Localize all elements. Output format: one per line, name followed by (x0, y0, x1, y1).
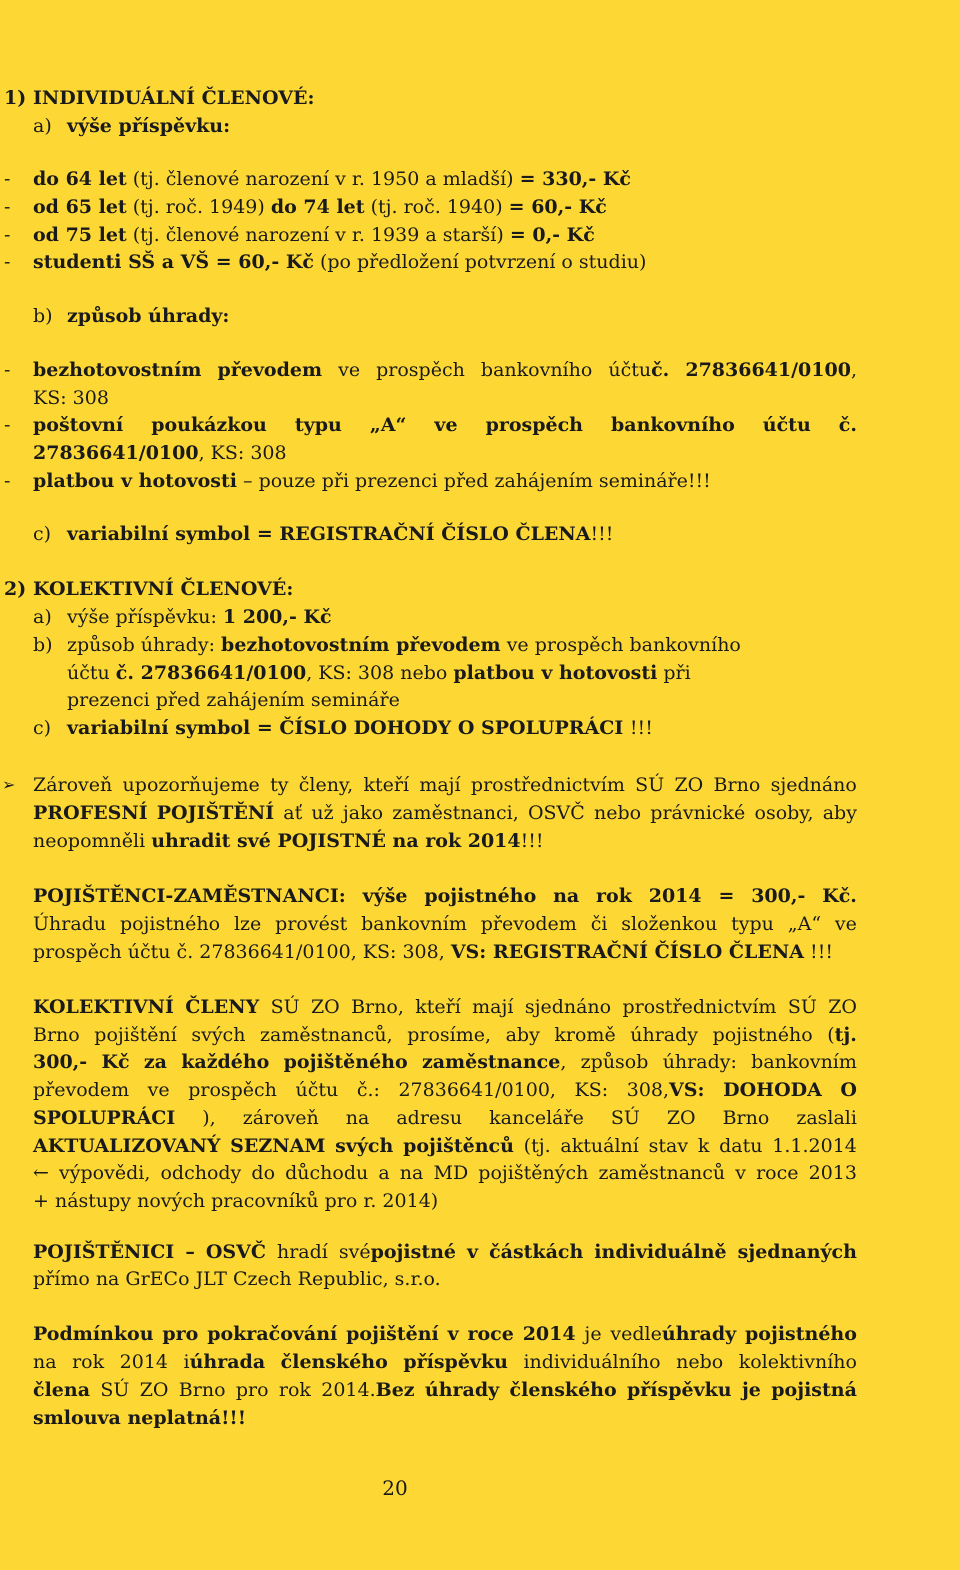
paragraph-line: Podmínkou pro pokračování pojištění v roce 2014 je vedleúhrady pojistného (33, 1323, 857, 1345)
section-number: 1) (4, 87, 27, 109)
word: lze (233, 913, 262, 935)
variable-symbol-line: variabilní symbol = REGISTRAČNÍ ČÍSLO ČLENA!!! (67, 523, 614, 545)
fee-line: od 75 let (tj. členové narození v r. 1939 a starší) = 0,- Kč (33, 224, 595, 246)
dash-marker: - (4, 196, 11, 218)
word: poštovní (33, 414, 124, 436)
dash-marker: - (4, 251, 11, 273)
payment-line: způsob úhrady: bezhotovostním převodem ve prospěch bankovního (67, 634, 741, 656)
word: či (590, 913, 608, 935)
word: bankovního (610, 414, 735, 436)
word: provést (275, 913, 348, 935)
arrow-bullet-icon: ➢ (2, 775, 16, 794)
payment-line: 27836641/0100, KS: 308 (33, 442, 287, 464)
word: č. (838, 414, 857, 436)
section-number: 2) (4, 578, 27, 600)
word: na (553, 885, 580, 907)
word: pojistného (119, 913, 221, 935)
word: „A“ (369, 414, 407, 436)
paragraph-line: ← výpovědi, odchody do důchodu a na MD pojištěných zaměstnanců v roce 2013 (33, 1162, 857, 1184)
fee-line: výše příspěvku: 1 200,- Kč (67, 606, 332, 628)
payment-line: KS: 308 (33, 387, 109, 409)
paragraph-line: POJIŠTĚNICI – OSVČ hradí svépojistné v částkách individuálně sjednaných (33, 1241, 857, 1263)
list-marker: b) (33, 305, 53, 327)
fee-line: od 65 let (tj. roč. 1949) do 74 let (tj. roč. 1940) = 60,- Kč (33, 196, 607, 218)
word: složenkou (621, 913, 718, 935)
subheading: způsob úhrady: (67, 305, 230, 327)
paragraph-line: Brno pojištění svých zaměstnanců, prosíme, aby kromě úhrady pojistného (tj. (33, 1024, 857, 1046)
list-marker: c) (33, 523, 52, 545)
word: 2014 (648, 885, 702, 907)
notice-line: Zároveň upozorňujeme ty členy, kteří mají prostřednictvím SÚ ZO Brno sjednáno (33, 774, 857, 796)
paragraph-line: + nástupy nových pracovníků pro r. 2014) (33, 1190, 439, 1212)
word: prospěch (485, 414, 583, 436)
payment-line: prezenci před zahájením semináře (67, 689, 400, 711)
payment-line: účtu č. 27836641/0100, KS: 308 nebo platbou v hotovosti při (67, 662, 691, 684)
payment-line: bezhotovostním převodem ve prospěch bankovního účtuč. 27836641/0100, (33, 359, 857, 381)
dash-marker: - (4, 470, 11, 492)
paragraph-line: na rok 2014 iúhrada členského příspěvku individuálního nebo kolektivního (33, 1351, 857, 1373)
word: výše (362, 885, 408, 907)
word: rok (596, 885, 632, 907)
list-marker: a) (33, 606, 52, 628)
notice-line: PROFESNÍ POJIŠTĚNÍ ať už jako zaměstnanci, OSVČ nebo právnické osoby, aby (33, 802, 857, 824)
dash-marker: - (4, 359, 11, 381)
section-heading: KOLEKTIVNÍ ČLENOVÉ: (33, 578, 294, 600)
paragraph-line: AKTUALIZOVANÝ SEZNAM svých pojištěnců (tj. aktuální stav k datu 1.1.2014 (33, 1135, 857, 1157)
word: typu (294, 414, 342, 436)
word: ve (434, 414, 458, 436)
paragraph-line: přímo na GrECo JLT Czech Republic, s.r.o. (33, 1268, 441, 1290)
dash-marker: - (4, 414, 11, 436)
word: typu (731, 913, 774, 935)
list-marker: b) (33, 634, 53, 656)
paragraph-line: KOLEKTIVNÍ ČLENY SÚ ZO Brno, kteří mají sjednáno prostřednictvím SÚ ZO (33, 996, 857, 1018)
list-marker: a) (33, 115, 52, 137)
word: bankovním (361, 913, 467, 935)
variable-symbol-line: variabilní symbol = ČÍSLO DOHODY O SPOLUPRÁCI !!! (67, 717, 653, 739)
dash-marker: - (4, 224, 11, 246)
fee-line: do 64 let (tj. členové narození v r. 1950 a mladší) = 330,- Kč (33, 168, 632, 190)
word: „A“ (787, 913, 822, 935)
paragraph-line: 300,- Kč za každého pojištěného zaměstnance, způsob úhrady: bankovním (33, 1051, 857, 1073)
word: pojistného (424, 885, 537, 907)
notice-line: neopomněli uhradit své POJISTNÉ na rok 2014!!! (33, 830, 544, 852)
dash-marker: - (4, 168, 11, 190)
word: poukázkou (151, 414, 267, 436)
paragraph-line: člena SÚ ZO Brno pro rok 2014.Bez úhrady členského příspěvku je pojistná (33, 1379, 857, 1401)
list-marker: c) (33, 717, 52, 739)
word: účtu (762, 414, 811, 436)
payment-line: platbou v hotovosti – pouze při prezenci před zahájením semináře!!! (33, 470, 711, 492)
word: ve (834, 913, 857, 935)
fee-line: studenti SŠ a VŠ = 60,- Kč (po předložení potvrzení o studiu) (33, 251, 647, 273)
paragraph-line (33, 882, 857, 910)
page-number: 20 (382, 1476, 408, 1500)
word: Kč. (822, 885, 857, 907)
word: Úhradu (33, 913, 107, 935)
word: 300,- (751, 885, 806, 907)
word: POJIŠTĚNCI-ZAMĚSTNANCI: (33, 885, 346, 907)
paragraph-line: smlouva neplatná!!! (33, 1407, 247, 1429)
payment-line (33, 411, 857, 439)
word: převodem (480, 913, 577, 935)
paragraph-line (33, 910, 857, 938)
section-heading: INDIVIDUÁLNÍ ČLENOVÉ: (33, 87, 315, 109)
subheading: výše příspěvku: (67, 115, 231, 137)
word: = (718, 885, 735, 907)
paragraph-line: SPOLUPRÁCI ), zároveň na adresu kanceláře SÚ ZO Brno zaslali (33, 1107, 857, 1129)
paragraph-line: prospěch účtu č. 27836641/0100, KS: 308, VS: REGISTRAČNÍ ČÍSLO ČLENA !!! (33, 941, 833, 963)
paragraph-line: převodem ve prospěch účtu č.: 27836641/0100, KS: 308,VS: DOHODA O (33, 1079, 857, 1101)
